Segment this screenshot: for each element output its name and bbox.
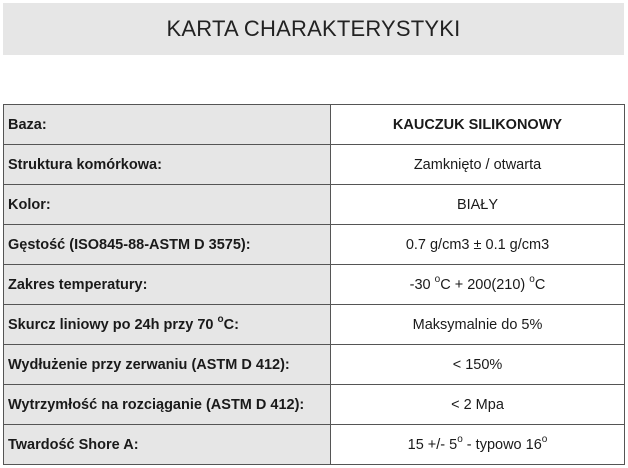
value-hardness-part: - typowo 16 bbox=[462, 436, 542, 453]
label-tensile-strength: Wytrzymłość na rozciąganie (ASTM D 412): bbox=[4, 385, 331, 425]
value-color: BIAŁY bbox=[331, 185, 625, 225]
value-linear-shrinkage: Maksymalnie do 5% bbox=[331, 305, 625, 345]
value-hardness bbox=[331, 425, 625, 465]
value-temperature-part: C + 200(210) bbox=[440, 276, 530, 293]
table-row-tensile-strength bbox=[4, 385, 625, 425]
value-cell-structure: Zamknięto / otwarta bbox=[331, 145, 625, 185]
label-cell-structure: Struktura komórkowa: bbox=[4, 145, 331, 185]
table-row-hardness bbox=[4, 425, 625, 465]
degree-mark: o bbox=[217, 313, 224, 325]
value-temperature-part: C bbox=[534, 276, 546, 293]
label-color: Kolor: bbox=[4, 185, 331, 225]
spec-table bbox=[3, 104, 625, 465]
table-row-temperature-range bbox=[4, 265, 625, 305]
value-elongation: < 150% bbox=[331, 345, 625, 385]
label-base: Baza: bbox=[4, 105, 331, 145]
title-bar bbox=[3, 3, 624, 55]
label-linear-shrinkage bbox=[4, 305, 331, 345]
label-elongation: Wydłużenie przy zerwaniu (ASTM D 412): bbox=[4, 345, 331, 385]
table-row-linear-shrinkage bbox=[4, 305, 625, 345]
table-row-color bbox=[4, 185, 625, 225]
value-tensile-strength: < 2 Mpa bbox=[331, 385, 625, 425]
table-row-base bbox=[4, 105, 625, 145]
degree-mark: o bbox=[434, 273, 441, 285]
table-row-elongation bbox=[4, 345, 625, 385]
value-density: 0.7 g/cm3 ± 0.1 g/cm3 bbox=[331, 225, 625, 265]
label-temperature-range: Zakres temperatury: bbox=[4, 265, 331, 305]
degree-mark: o bbox=[457, 433, 463, 445]
table-row-density bbox=[4, 225, 625, 265]
value-hardness-part: 15 +/- 5 bbox=[407, 436, 458, 453]
degree-mark: o bbox=[529, 273, 535, 285]
table-row-cell-structure bbox=[4, 145, 625, 185]
degree-mark: o bbox=[541, 433, 548, 445]
label-density: Gęstość (ISO845-88-ASTM D 3575): bbox=[4, 225, 331, 265]
value-temperature-range bbox=[331, 265, 625, 305]
label-hardness: Twardość Shore A: bbox=[4, 425, 331, 465]
page-title: KARTA CHARAKTERYSTYKI bbox=[166, 16, 461, 41]
label-shrinkage-part: Skurcz liniowy po 24h przy 70 bbox=[8, 316, 218, 333]
value-temperature-part: -30 bbox=[409, 276, 435, 293]
value-base: KAUCZUK SILIKONOWY bbox=[331, 105, 625, 145]
label-shrinkage-part: C: bbox=[223, 316, 239, 333]
